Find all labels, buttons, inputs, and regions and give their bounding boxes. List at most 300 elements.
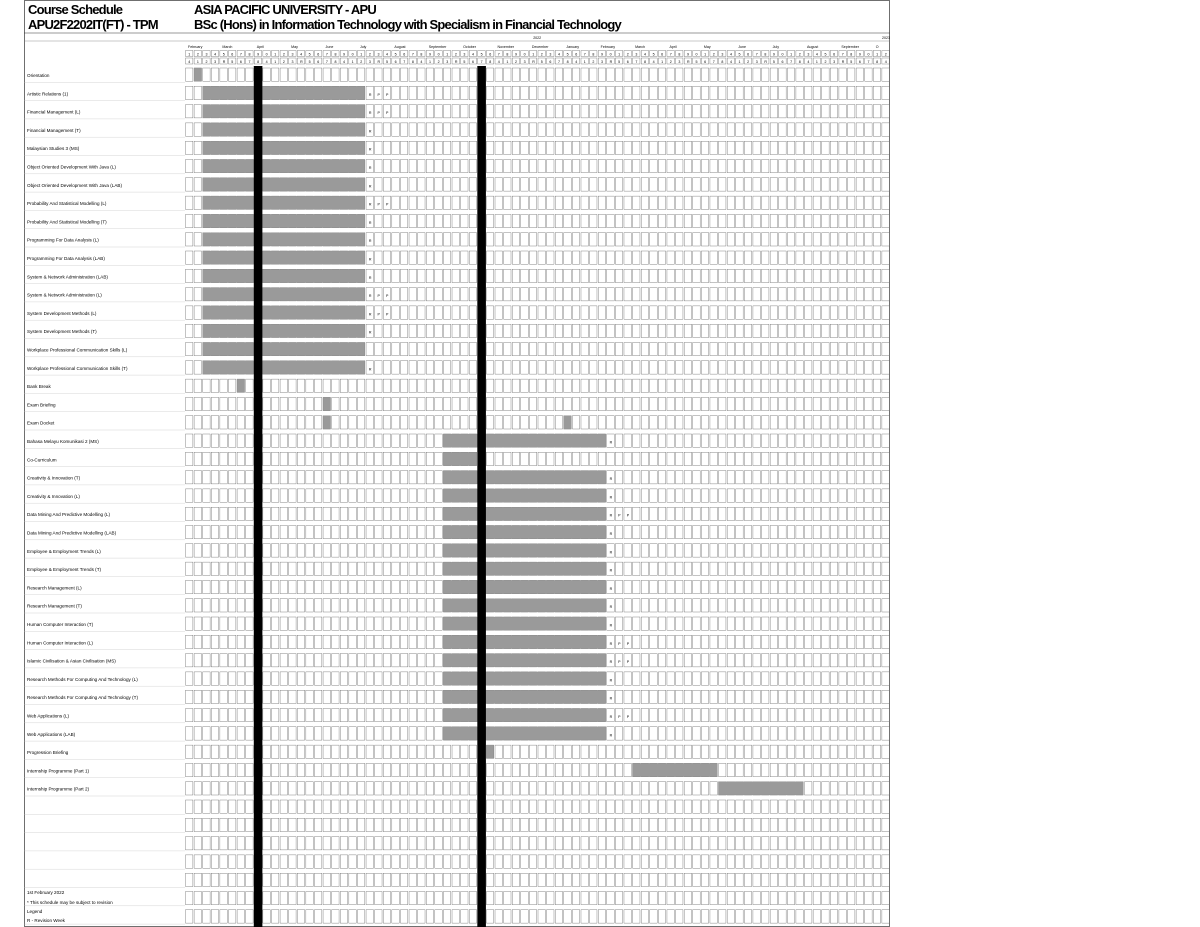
module-label: Research Methods For Computing And Technology (L) — [27, 676, 138, 682]
week-mark: P — [618, 660, 621, 665]
week-mark: R — [609, 623, 613, 628]
week-cell — [564, 910, 571, 923]
week-cell — [186, 837, 193, 850]
week-cell — [805, 709, 812, 722]
week-cell — [882, 68, 889, 81]
module-bar[interactable] — [443, 690, 605, 703]
week-cell — [779, 178, 786, 191]
week-cell — [624, 196, 631, 209]
week-number: 1 — [446, 52, 449, 57]
module-bar[interactable] — [443, 599, 605, 612]
module-bar[interactable] — [443, 635, 605, 648]
week-cell — [658, 800, 665, 813]
week-cell — [409, 379, 416, 392]
week-cell — [289, 379, 296, 392]
week-cell — [693, 507, 700, 520]
week-cell — [667, 160, 674, 173]
week-cell — [435, 343, 442, 356]
week-cell — [701, 818, 708, 831]
week-cell — [392, 306, 399, 319]
week-cell — [667, 910, 674, 923]
week-cell — [237, 763, 244, 776]
module-bar[interactable] — [443, 434, 605, 447]
week-cell — [271, 709, 278, 722]
week-cell — [744, 416, 751, 429]
week-cell — [641, 233, 648, 246]
week-cell — [882, 123, 889, 136]
week-cell — [736, 690, 743, 703]
week-cell — [779, 306, 786, 319]
week-cell — [366, 68, 373, 81]
module-bar[interactable] — [323, 397, 330, 410]
week-cell — [865, 727, 872, 740]
week-cell — [400, 105, 407, 118]
week-cell — [375, 727, 382, 740]
module-bar[interactable] — [443, 617, 605, 630]
week-cell — [684, 672, 691, 685]
week-cell — [211, 709, 218, 722]
week-cell — [271, 745, 278, 758]
week-cell — [426, 617, 433, 630]
module-bar[interactable] — [443, 452, 476, 465]
week-cell — [822, 306, 829, 319]
module-label: Human Computer Interaction (T) — [27, 622, 94, 627]
week-cell — [598, 269, 605, 282]
week-cell — [676, 818, 683, 831]
week-cell — [667, 68, 674, 81]
week-number: 7 — [239, 52, 242, 57]
week-cell — [727, 763, 734, 776]
week-cell — [297, 544, 304, 557]
module-bar[interactable] — [323, 416, 330, 429]
week-cell — [607, 196, 614, 209]
week-cell — [624, 178, 631, 191]
week-cell — [710, 892, 717, 905]
module-bar[interactable] — [719, 782, 804, 795]
week-cell — [555, 745, 562, 758]
week-cell — [392, 690, 399, 703]
module-bar[interactable] — [203, 196, 365, 209]
week-cell — [383, 123, 390, 136]
week-mark: R — [368, 111, 372, 116]
week-cell — [375, 379, 382, 392]
week-cell — [332, 873, 339, 886]
week-cell — [753, 471, 760, 484]
week-cell — [693, 526, 700, 539]
week-cell — [633, 580, 640, 593]
week-cell — [564, 269, 571, 282]
week-cell — [426, 873, 433, 886]
week-cell — [366, 507, 373, 520]
week-cell — [495, 892, 502, 905]
week-cell — [486, 910, 493, 923]
week-cell — [383, 233, 390, 246]
week-cell — [684, 526, 691, 539]
week-cell — [263, 580, 270, 593]
week-cell — [615, 178, 622, 191]
module-bar[interactable] — [633, 763, 718, 776]
module-bar[interactable] — [203, 123, 365, 136]
week-cell — [418, 544, 425, 557]
week-cell — [753, 818, 760, 831]
module-bar[interactable] — [443, 727, 605, 740]
module-label: Internship Programme (Part 2) — [27, 786, 90, 792]
week-cell — [194, 873, 201, 886]
week-cell — [332, 635, 339, 648]
week-cell — [383, 141, 390, 154]
week-cell — [701, 580, 708, 593]
week-cell — [392, 471, 399, 484]
week-mark: P — [618, 715, 621, 719]
week-cell — [323, 837, 330, 850]
week-cell — [787, 434, 794, 447]
week-cell — [882, 727, 889, 740]
week-cell — [194, 196, 201, 209]
week-cell — [882, 763, 889, 776]
week-cell — [452, 288, 459, 301]
week-cell — [667, 580, 674, 593]
week-cell — [297, 434, 304, 447]
week-cell — [280, 635, 287, 648]
week-cell — [710, 544, 717, 557]
week-cell — [615, 837, 622, 850]
module-bar[interactable] — [203, 214, 365, 227]
week-cell — [598, 306, 605, 319]
week-cell — [865, 800, 872, 813]
week-cell — [521, 855, 528, 868]
week-cell — [340, 544, 347, 557]
week-cell — [220, 544, 227, 557]
week-cell — [822, 635, 829, 648]
week-cell — [461, 178, 468, 191]
week-cell — [813, 397, 820, 410]
week-cell — [710, 580, 717, 593]
week-cell — [813, 635, 820, 648]
week-cell — [461, 818, 468, 831]
week-cell — [667, 452, 674, 465]
week-cell — [615, 434, 622, 447]
week-cell — [736, 343, 743, 356]
week-cell — [633, 416, 640, 429]
week-cell — [435, 233, 442, 246]
week-cell — [581, 452, 588, 465]
module-bar[interactable] — [443, 489, 605, 502]
week-cell — [658, 617, 665, 630]
week-cell — [882, 855, 889, 868]
week-cell — [667, 361, 674, 374]
module-label: System Development Methods (T) — [27, 329, 97, 335]
module-bar[interactable] — [203, 361, 365, 374]
week-cell — [461, 269, 468, 282]
module-bar[interactable] — [203, 324, 365, 337]
week-cell — [435, 397, 442, 410]
week-cell — [435, 635, 442, 648]
week-cell — [598, 68, 605, 81]
week-cell — [693, 873, 700, 886]
week-cell — [839, 672, 846, 685]
module-bar[interactable] — [194, 68, 201, 81]
week-cell — [658, 68, 665, 81]
week-cell — [641, 288, 648, 301]
week-cell — [865, 214, 872, 227]
week-cell — [443, 818, 450, 831]
week-cell — [770, 160, 777, 173]
week-cell — [813, 86, 820, 99]
week-cell — [624, 800, 631, 813]
week-cell — [848, 233, 855, 246]
week-cell — [822, 507, 829, 520]
module-bar[interactable] — [203, 105, 365, 118]
week-cell — [615, 526, 622, 539]
week-cell — [667, 434, 674, 447]
week-marker: 3 — [523, 60, 526, 64]
week-cell — [581, 910, 588, 923]
week-cell — [418, 782, 425, 795]
week-cell — [400, 709, 407, 722]
week-cell — [873, 452, 880, 465]
module-bar[interactable] — [203, 269, 365, 282]
module-bar[interactable] — [203, 251, 365, 264]
week-cell — [521, 379, 528, 392]
week-cell — [375, 324, 382, 337]
week-cell — [486, 233, 493, 246]
week-cell — [194, 288, 201, 301]
week-cell — [839, 343, 846, 356]
week-cell — [349, 489, 356, 502]
week-cell — [744, 672, 751, 685]
week-cell — [461, 763, 468, 776]
week-cell — [469, 306, 476, 319]
university-name: ASIA PACIFIC UNIVERSITY - APU — [194, 2, 376, 17]
week-cell — [865, 562, 872, 575]
module-bar[interactable] — [203, 86, 365, 99]
week-cell — [865, 837, 872, 850]
week-cell — [435, 782, 442, 795]
module-bar[interactable] — [203, 178, 365, 191]
week-cell — [719, 68, 726, 81]
week-cell — [512, 416, 519, 429]
week-cell — [615, 727, 622, 740]
week-cell — [306, 818, 313, 831]
week-cell — [443, 763, 450, 776]
week-cell — [237, 837, 244, 850]
week-cell — [787, 269, 794, 282]
week-cell — [865, 269, 872, 282]
week-cell — [186, 178, 193, 191]
week-cell — [830, 324, 837, 337]
week-cell — [693, 233, 700, 246]
week-mark: R — [609, 605, 613, 610]
week-cell — [504, 141, 511, 154]
week-cell — [796, 855, 803, 868]
module-bar[interactable] — [203, 306, 365, 319]
week-cell — [856, 855, 863, 868]
week-cell — [271, 818, 278, 831]
module-bar[interactable] — [203, 160, 365, 173]
module-bar[interactable] — [443, 562, 605, 575]
module-bar[interactable] — [203, 141, 365, 154]
week-cell — [289, 709, 296, 722]
week-cell — [830, 160, 837, 173]
week-cell — [203, 379, 210, 392]
week-cell — [710, 471, 717, 484]
week-cell — [572, 233, 579, 246]
week-cell — [641, 672, 648, 685]
week-cell — [830, 562, 837, 575]
week-cell — [658, 526, 665, 539]
week-cell — [211, 782, 218, 795]
week-cell — [598, 324, 605, 337]
week-cell — [641, 397, 648, 410]
week-cell — [443, 343, 450, 356]
week-cell — [753, 562, 760, 575]
week-cell — [220, 452, 227, 465]
week-cell — [753, 141, 760, 154]
week-cell — [452, 892, 459, 905]
module-bar[interactable] — [203, 343, 365, 356]
week-cell — [289, 68, 296, 81]
module-bar[interactable] — [203, 233, 365, 246]
week-cell — [504, 397, 511, 410]
week-cell — [856, 800, 863, 813]
week-cell — [658, 452, 665, 465]
week-cell — [710, 416, 717, 429]
week-cell — [383, 580, 390, 593]
week-cell — [693, 178, 700, 191]
week-cell — [590, 452, 597, 465]
week-cell — [710, 361, 717, 374]
week-cell — [848, 617, 855, 630]
week-cell — [572, 105, 579, 118]
week-cell — [349, 452, 356, 465]
week-cell — [641, 160, 648, 173]
module-bar[interactable] — [564, 416, 571, 429]
week-cell — [856, 617, 863, 630]
week-mark: R — [368, 294, 372, 299]
week-cell — [211, 434, 218, 447]
module-bar[interactable] — [443, 709, 605, 722]
week-cell — [710, 837, 717, 850]
week-cell — [521, 214, 528, 227]
week-cell — [710, 727, 717, 740]
week-cell — [529, 361, 536, 374]
module-bar[interactable] — [443, 526, 605, 539]
week-cell — [306, 507, 313, 520]
module-label: Financial Management (T) — [27, 127, 81, 133]
week-cell — [710, 288, 717, 301]
week-cell — [727, 617, 734, 630]
week-cell — [787, 507, 794, 520]
week-cell — [650, 727, 657, 740]
week-cell — [521, 782, 528, 795]
week-cell — [564, 837, 571, 850]
week-cell — [314, 635, 321, 648]
module-bar[interactable] — [443, 471, 605, 484]
week-cell — [443, 324, 450, 337]
week-cell — [590, 68, 597, 81]
week-cell — [762, 233, 769, 246]
module-bar[interactable] — [443, 580, 605, 593]
week-cell — [366, 837, 373, 850]
week-cell — [667, 635, 674, 648]
week-cell — [220, 471, 227, 484]
week-marker: 8 — [798, 60, 801, 64]
week-cell — [658, 562, 665, 575]
week-cell — [615, 141, 622, 154]
week-cell — [392, 873, 399, 886]
week-cell — [796, 397, 803, 410]
week-cell — [710, 343, 717, 356]
module-bar[interactable] — [486, 745, 493, 758]
module-bar[interactable] — [237, 379, 244, 392]
week-cell — [650, 233, 657, 246]
week-cell — [607, 306, 614, 319]
week-cell — [203, 873, 210, 886]
week-cell — [701, 727, 708, 740]
week-cell — [409, 324, 416, 337]
week-cell — [590, 892, 597, 905]
week-cell — [710, 745, 717, 758]
week-cell — [366, 452, 373, 465]
week-cell — [263, 855, 270, 868]
module-bar[interactable] — [443, 507, 605, 520]
week-cell — [805, 416, 812, 429]
week-cell — [504, 86, 511, 99]
week-cell — [512, 892, 519, 905]
week-cell — [271, 910, 278, 923]
week-cell — [263, 489, 270, 502]
week-cell — [564, 105, 571, 118]
week-cell — [719, 361, 726, 374]
week-cell — [426, 800, 433, 813]
week-cell — [701, 855, 708, 868]
legend-revision: R - Revision Week — [27, 918, 65, 923]
week-cell — [504, 178, 511, 191]
week-cell — [839, 141, 846, 154]
week-number: 5 — [480, 52, 483, 57]
module-bar[interactable] — [443, 672, 605, 685]
week-cell — [667, 379, 674, 392]
week-cell — [409, 123, 416, 136]
week-cell — [383, 727, 390, 740]
week-cell — [770, 763, 777, 776]
week-cell — [323, 892, 330, 905]
week-cell — [323, 709, 330, 722]
week-cell — [873, 782, 880, 795]
module-label: Data Mining And Predictive Modelling (L) — [27, 512, 110, 518]
week-cell — [667, 141, 674, 154]
week-cell — [865, 763, 872, 776]
week-cell — [186, 507, 193, 520]
module-bar[interactable] — [443, 654, 605, 667]
week-cell — [572, 910, 579, 923]
week-cell — [375, 343, 382, 356]
module-bar[interactable] — [443, 544, 605, 557]
week-cell — [504, 269, 511, 282]
week-cell — [263, 910, 270, 923]
week-cell — [581, 837, 588, 850]
week-cell — [435, 745, 442, 758]
week-cell — [392, 269, 399, 282]
week-cell — [392, 141, 399, 154]
week-cell — [289, 416, 296, 429]
module-bar[interactable] — [203, 288, 365, 301]
week-mark: R — [609, 477, 613, 482]
week-cell — [830, 214, 837, 227]
week-cell — [400, 672, 407, 685]
week-cell — [203, 562, 210, 575]
week-cell — [598, 343, 605, 356]
